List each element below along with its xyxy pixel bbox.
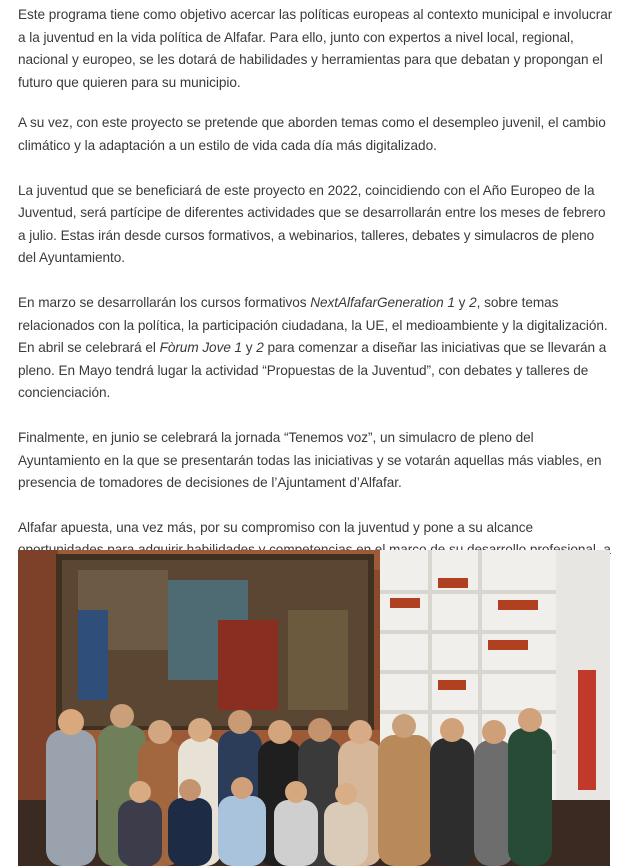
article-body <box>18 4 614 606</box>
paragraph-topics: A su vez, con este proyecto se pretende que aborden temas como el desempleo juvenil, el cambio climático y la adaptación a un estilo de vida cada día más digitalizado. <box>18 115 606 153</box>
group-photo <box>18 550 610 866</box>
paragraph-intro: Este programa tiene como objetivo acercar las políticas europeas al contexto municipal e involucrar a la juventud en la vida política de Alfafar. Para ello, junto con expertos a nivel local, regional, nacional y europeo, se les dotará de habilidades y herramientas para que debatan y propongan el futuro que quieren para su municipio. <box>18 7 613 90</box>
schedule-text-i: para comenzar a diseñar las iniciativas que se llevarán a pleno. En Mayo tendrá lugar la actividad “Propuestas de la Juventud”, con debates y talleres de concienciación. <box>18 340 607 401</box>
paragraph-schedule <box>18 292 614 405</box>
schedule-text-g: y <box>242 340 257 356</box>
forum-name: Fòrum Jove 1 <box>159 340 243 356</box>
paragraph-conclusion: Alfafar apuesta, una vez más, por su compromiso con la juventud y pone a su alcance <box>18 519 533 535</box>
paragraph-final-event: Finalmente, en junio se celebrará la jornada “Tenemos voz”, un simulacro de pleno del Ayuntamiento en la que se presentarán todas las iniciativas y se votarán aquellas más viables, en presencia de tomadores de decisiones de l’Ajuntament d’Alfafar. <box>18 429 602 491</box>
schedule-text-c: y <box>454 294 470 310</box>
forum-number: 2 <box>256 340 264 356</box>
course-name: NextAlfafarGeneration 1 <box>310 294 455 310</box>
schedule-text-a: En marzo se desarrollarán los cursos formativos <box>18 294 311 310</box>
paragraph-activities: La juventud que se beneficiará de este proyecto en 2022, coincidiendo con el Año Europeo de la Juventud, será partícipe de diferentes actividades que se desarrollarán entre los meses de febrero a julio. Estas irán desde cursos formativos, a webinarios, talleres, debates y simulacros de pleno del Ayuntamiento. <box>18 182 606 266</box>
group-photo-image <box>18 550 610 866</box>
schedule-text-e: , sobre temas relacionados con la política, la participación ciudadana, la UE, el medioambiente y la digitalización. En abril se celebrará el <box>18 294 608 356</box>
course-number: 2 <box>469 294 477 310</box>
